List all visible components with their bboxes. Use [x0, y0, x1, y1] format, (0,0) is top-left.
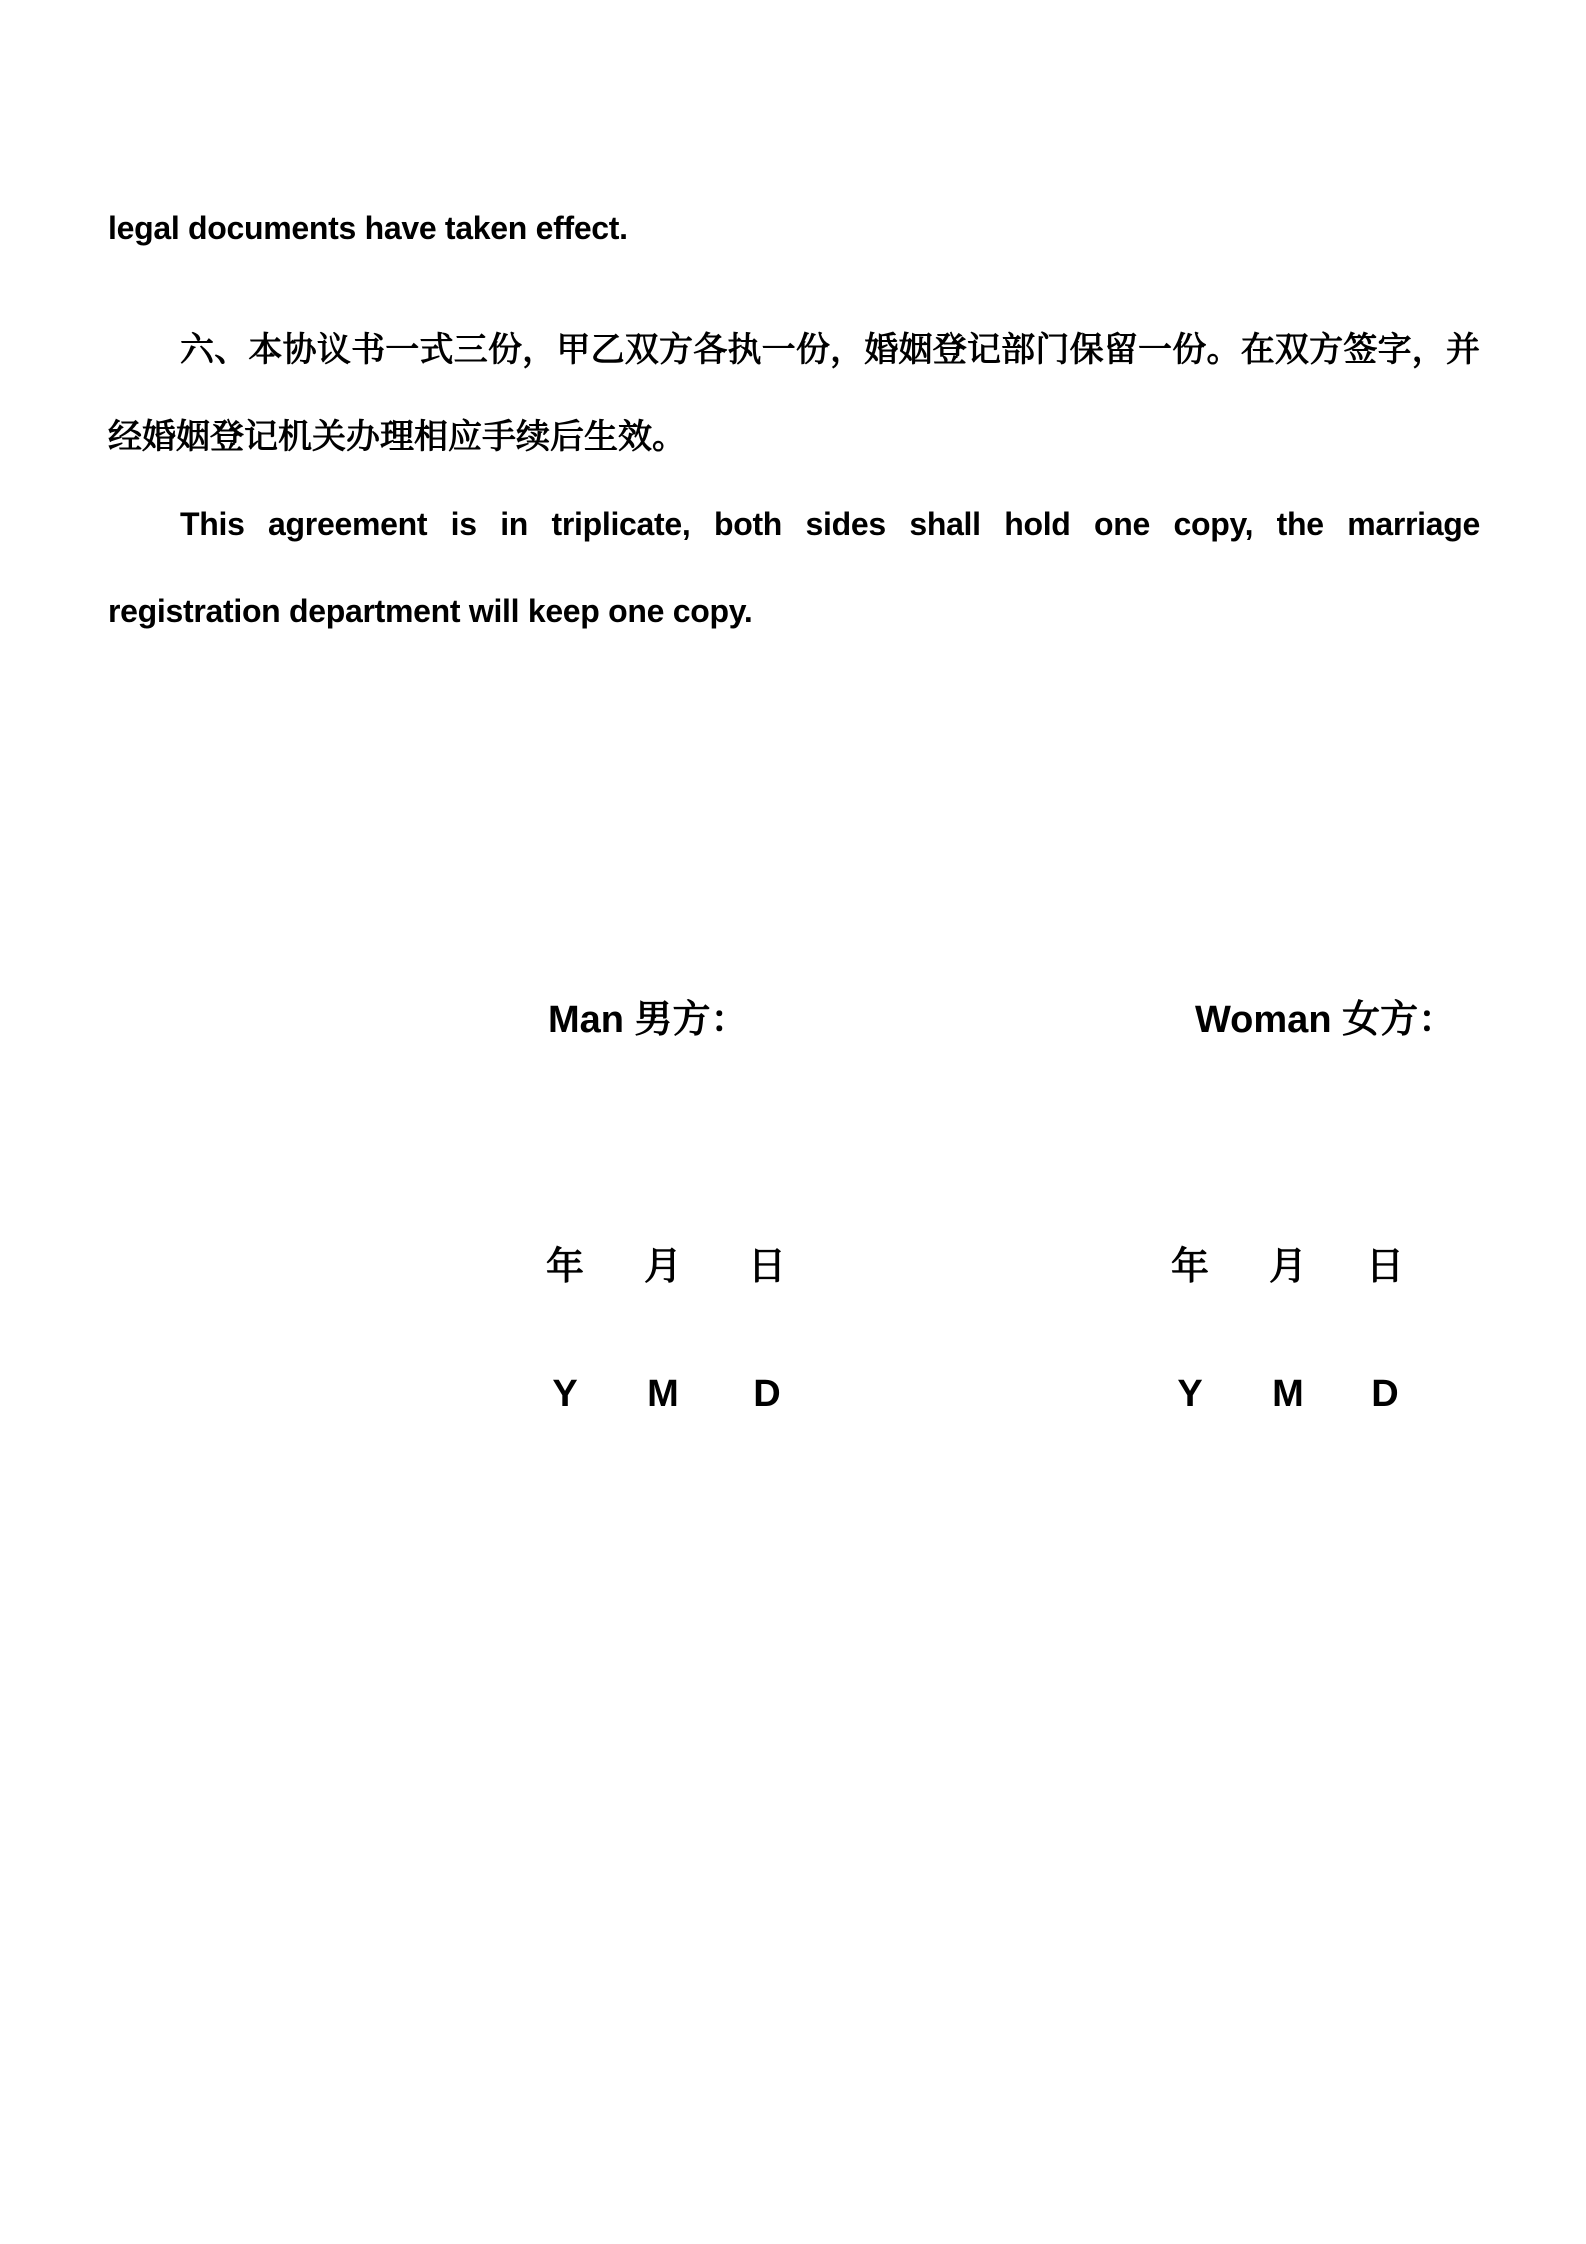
man-date-year-cn: 年	[545, 1246, 584, 1288]
paragraph-line: legal documents have taken effect.	[108, 210, 628, 246]
man-date-year-en: Y	[552, 1373, 578, 1415]
woman-date-year-en: Y	[1177, 1373, 1203, 1415]
paragraph-legal-effect	[108, 206, 1480, 250]
paragraph-line: 六、本协议书一式三份，甲乙双方各执一份，婚姻登记部门保留一份。在双方签字，并	[180, 331, 1480, 369]
woman-date-month-cn: 月	[1268, 1246, 1307, 1288]
woman-date-month-en: M	[1272, 1373, 1304, 1415]
paragraph-line: 经婚姻登记机关办理相应手续后生效。	[108, 418, 686, 456]
man-date-month-cn: 月	[643, 1246, 682, 1288]
paragraph-line: registration department will keep one copy.	[108, 593, 753, 629]
man-date-month-en: M	[647, 1373, 679, 1415]
paragraph-clause-six-chinese	[108, 307, 1480, 481]
woman-date-day-cn: 日	[1365, 1246, 1404, 1288]
paragraph-line: This agreement is in triplicate, both sides shall hold one copy, the marriage	[180, 506, 1480, 542]
man-date-day-cn: 日	[747, 1246, 786, 1288]
man-signature-label: Man 男方：	[548, 999, 749, 1041]
woman-date-year-cn: 年	[1170, 1246, 1209, 1288]
paragraph-clause-six-english	[108, 481, 1480, 655]
woman-signature-label: Woman 女方：	[1195, 999, 1457, 1041]
man-date-day-en: D	[753, 1373, 781, 1415]
woman-date-day-en: D	[1371, 1373, 1399, 1415]
